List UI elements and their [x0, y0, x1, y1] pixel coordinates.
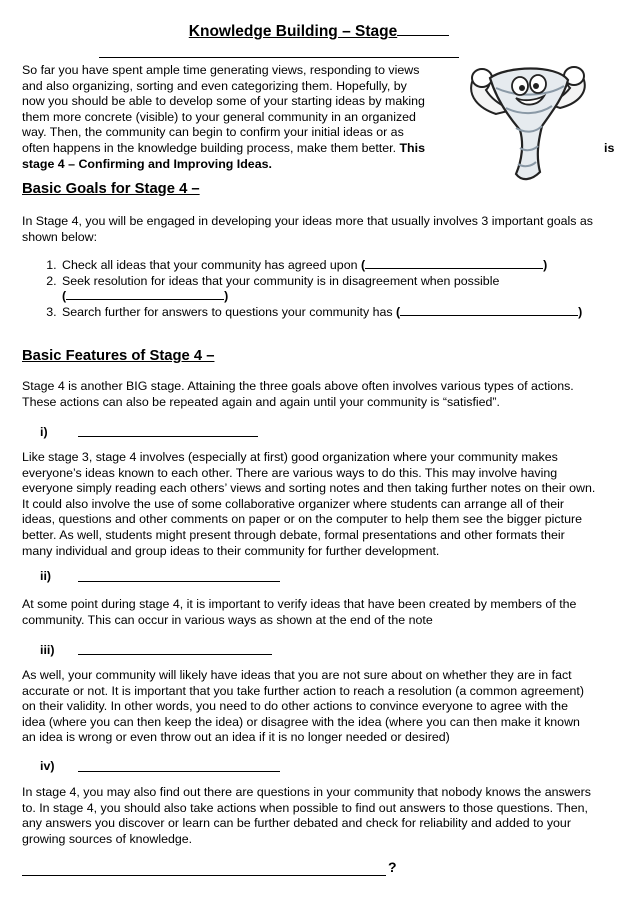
goals-list — [22, 258, 622, 320]
title-blank — [397, 35, 449, 36]
section-paragraph: In stage 4, you may also find out there are questions in your community that nobody knows the answers to. In stage 4, you should also take actions when possible to find out answers to those questions. Then, any answers you discover or learn can be further debated and check for reliability and added to your growing sources of knowledge. — [22, 785, 591, 846]
section-paragraph: As well, your community will likely have ideas that you are not sure about on whether they are in fact accurate or not. It is important that you take further action to reach a resolution (a common agreement) on their validity. In other words, you need to do other actions to convince everyone to agree with the idea (where you can then keep the idea) or disagree with the idea (where you can then make it known an idea is wrong or even throw out an idea if it is no longer needed or desired) — [22, 668, 584, 745]
goals-heading: Basic Goals for Stage 4 – — [22, 181, 200, 197]
section-label: iv) — [40, 759, 55, 773]
section-label: i) — [40, 425, 48, 439]
features-heading: Basic Features of Stage 4 – — [22, 348, 215, 364]
section-blank — [78, 436, 258, 437]
footer-question-mark: ? — [388, 859, 397, 875]
intro-bold-is: is — [604, 141, 615, 155]
footer-blank — [22, 875, 386, 876]
goal-blank — [66, 299, 224, 300]
intro-paragraph: So far you have spent ample time generating views, responding to views and also organizing, sorting and even categorizing them. Hopefully, by now you should be able to develop some of your starting ideas by making them more concrete (visible) to your general community in an organized way. Then, the community can begin to confirm your initial ideas or as often happens in the knowledge building process, make them better. This stage 4 – Confirming and Improving Ideas. — [22, 63, 425, 171]
section-paragraph: Like stage 3, stage 4 involves (especially at first) good organization where your community makes everyone’s ideas known to each other. There are various ways to do this. This may involve having everyone simply reading each others’ views and sorting notes and then taking further notes on their own. It could also involve the use of some collaborative organizer where students can arrange all of their ideas, questions and other comments on paper or on the computer to help them see the bigger picture better. As well, students might present through debate, formal presentations and other formats their many individual and group ideas to their community for further development. — [22, 450, 596, 558]
section-blank — [78, 581, 280, 582]
page-title: Knowledge Building – Stage — [0, 23, 638, 41]
features-intro: Stage 4 is another BIG stage. Attaining the three goals above often involves various types of actions. These actions can also be repeated again and again until your community is “satisfied”. — [22, 379, 574, 409]
goal-item: 1. Check all ideas that your community has agreed upon ( ) — [60, 258, 622, 274]
section-blank — [78, 771, 280, 772]
section-blank — [78, 654, 272, 655]
goal-blank — [365, 268, 543, 269]
section-paragraph: At some point during stage 4, it is important to verify ideas that have been created by members of the community. This can occur in various ways as shown at the end of the note — [22, 597, 577, 627]
goal-blank — [400, 315, 578, 316]
goal-item: 2. Seek resolution for ideas that your community is in disagreement when possible ( ) — [60, 274, 622, 305]
goals-intro: In Stage 4, you will be engaged in developing your ideas more that usually involves 3 important goals as shown below: — [22, 214, 594, 244]
tornado-mascot-icon — [456, 56, 606, 188]
section-label: iii) — [40, 643, 55, 657]
section-label: ii) — [40, 569, 52, 583]
goal-item: 3. Search further for answers to questions your community has ( ) — [60, 305, 622, 321]
title-underline-rule — [99, 57, 459, 58]
